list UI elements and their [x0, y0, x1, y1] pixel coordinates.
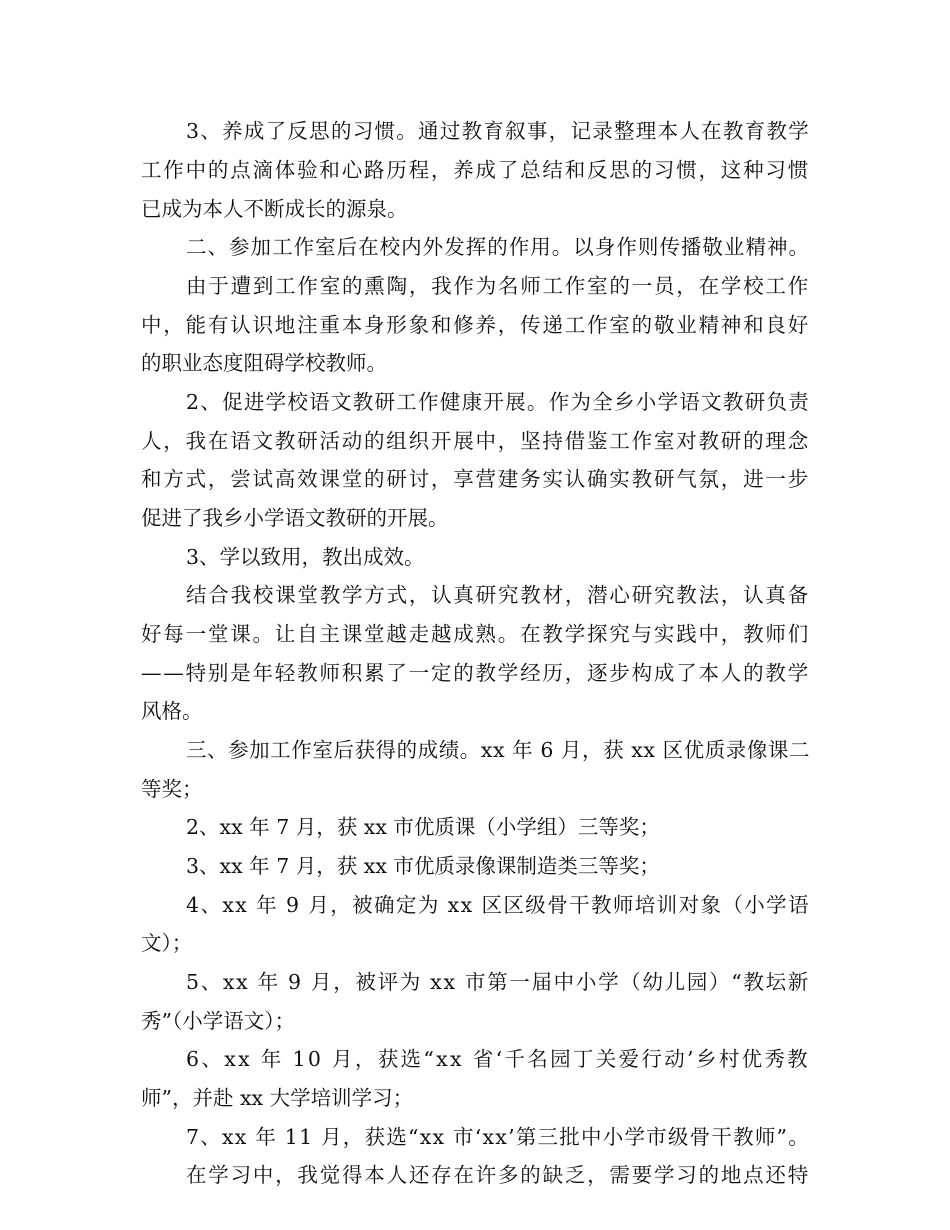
paragraph-line: 2、xx 年 7 月，获 xx 市优质课（小学组）三等奖；	[186, 815, 660, 839]
paragraph-line: 结合我校课堂教学方式，认真研究教材，潜心研究教法，认真备	[186, 583, 811, 607]
paragraph-line: 风格。	[141, 699, 203, 723]
paragraph-line: 等奖；	[141, 777, 203, 801]
paragraph-line: 中，能有认识地注重本身形象和修养，传递工作室的敬业精神和良好	[141, 313, 810, 337]
paragraph-line: 4、xx 年 9 月，被确定为 xx 区区级骨干教师培训对象（小学语	[186, 893, 810, 917]
paragraph-line: 秀”（小学语文）；	[141, 1009, 295, 1033]
paragraph-line: 三、参加工作室后获得的成绩。xx 年 6 月，获 xx 区优质录像课二	[186, 738, 811, 762]
paragraph-line: 在学习中，我觉得本人还存在许多的缺乏，需要学习的地点还特	[186, 1163, 811, 1187]
paragraph-line: 3、xx 年 7 月，获 xx 市优质录像课制造类三等奖；	[186, 854, 660, 878]
paragraph-line: 文）；	[141, 931, 193, 955]
paragraph-line: 3、学以致用，教出成效。	[186, 545, 425, 569]
paragraph-line: ——特别是年轻教师积累了一定的教学经历，逐步构成了本人的教学	[141, 661, 810, 685]
paragraph-line: 6、xx 年 10 月，获选“xx 省‘千名园丁关爱行动’乡村优秀教	[186, 1047, 811, 1071]
paragraph-line: 的职业态度阻碍学校教师。	[141, 351, 387, 375]
paragraph-line: 和方式，尝试高效课堂的研讨，享营建务实认确实教研气氛，进一步	[141, 467, 810, 491]
paragraph-line: 师”，并赴 xx 大学培训学习；	[141, 1086, 414, 1110]
paragraph-line: 二、参加工作室后在校内外发挥的作用。以身作则传播敬业精神。	[186, 235, 810, 259]
paragraph-line: 已成为本人不断成长的源泉。	[141, 197, 408, 221]
paragraph-line: 好每一堂课。让自主课堂越走越成熟。在教学探究与实践中，教师们	[141, 622, 810, 646]
paragraph-line: 7、xx 年 11 月，获选“xx 市‘xx’第三批中小学市级骨干教师”。	[186, 1125, 810, 1149]
paragraph-line: 工作中的点滴体验和心路历程，养成了总结和反思的习惯，这种习惯	[141, 158, 810, 182]
paragraph-line: 3、养成了反思的习惯。通过教育叙事，记录整理本人在教育教学	[186, 119, 810, 143]
paragraph-line: 5、xx 年 9 月，被评为 xx 市第一届中小学（幼儿园）“教坛新	[186, 970, 810, 994]
paragraph-line: 由于遭到工作室的熏陶，我作为名师工作室的一员，在学校工作	[186, 274, 811, 298]
paragraph-line: 2、促进学校语文教研工作健康开展。作为全乡小学语文教研负责	[186, 390, 810, 414]
paragraph-line: 人，我在语文教研活动的组织开展中，坚持借鉴工作室对教研的理念	[141, 429, 810, 453]
paragraph-line: 促进了我乡小学语文教研的开展。	[141, 506, 449, 530]
